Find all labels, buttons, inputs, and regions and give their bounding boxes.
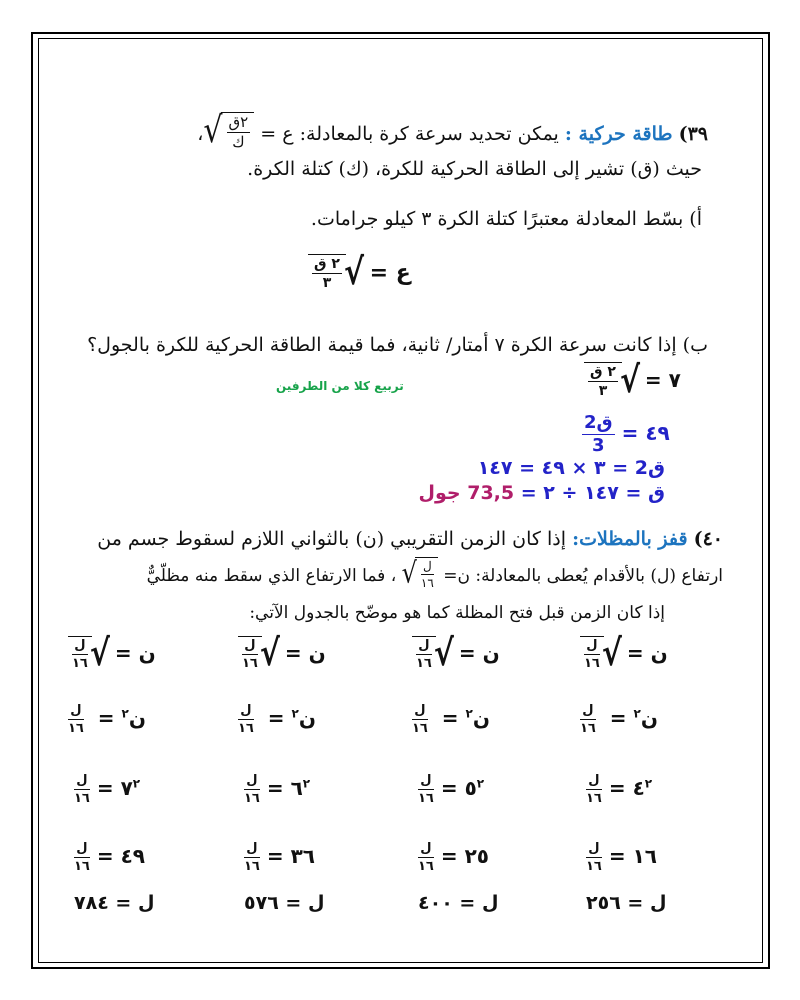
q39-step2-rhs: ٤٩ xyxy=(645,421,670,445)
q39-formula-denominator: ك xyxy=(232,133,245,151)
q40-line1 xyxy=(97,528,723,550)
q40-col-2-squared: $\frac{\text{ل}}{١٦}$ = ن$^٢$ xyxy=(238,703,316,736)
q39-step4-expression: ق = ١٤٧ ÷ ٢ = xyxy=(520,482,665,504)
q39-part-a: أ) بسّط المعادلة معتبرًا كتلة الكرة ٣ كيلو جرامات. xyxy=(310,208,702,230)
q40-col-1-value: $\frac{\text{ل}}{١٦}$ = ٢٥ xyxy=(418,841,489,874)
q40-col-0-formula: $\frac{\text{ل}}{١٦}$ √ = ن xyxy=(580,636,668,672)
l-numerator: ل xyxy=(76,841,88,856)
q39-note: تربيع كلا من الطرفين xyxy=(276,379,404,393)
q39-answer-a-numerator: ٢ ق xyxy=(314,256,340,272)
q39-step4-answer: 73,5 جول xyxy=(418,482,515,504)
q40-col-3-substitute: $\frac{\text{ل}}{١٦}$ = $٧^٢$ xyxy=(74,773,141,806)
q40-formula-numerator: ل xyxy=(423,559,432,573)
time-value: ٤ xyxy=(632,776,645,800)
l-numerator: ل xyxy=(420,773,432,788)
q40-col-1-result: ل = ٤٠٠ xyxy=(418,892,499,914)
l-numerator: ل xyxy=(588,841,600,856)
l-denominator: ١٦ xyxy=(416,656,432,671)
q39-step2-denominator: 3 xyxy=(592,435,605,456)
q39-title: طاقة حركية : xyxy=(564,123,673,145)
time-squared: ٤٩ xyxy=(120,844,145,868)
q40-col-2-result: ل = ٥٧٦ xyxy=(244,892,325,914)
q39-answer-a-lhs: ع xyxy=(395,260,411,286)
q39-intro: يمكن تحديد سرعة كرة بالمعادلة: ع = xyxy=(260,123,559,145)
q39-number: ٣٩) xyxy=(678,123,708,145)
l-denominator: ١٦ xyxy=(244,859,260,874)
q40-col-2-substitute: $\frac{\text{ل}}{١٦}$ = $٦^٢$ xyxy=(244,773,311,806)
l-numerator: ل xyxy=(582,703,594,718)
var-n: ن xyxy=(308,641,326,665)
var-n: ن xyxy=(128,706,146,730)
l-numerator: ل xyxy=(414,703,426,718)
q39-step1-lhs: ٧ xyxy=(668,368,681,392)
l-denominator: ١٦ xyxy=(238,721,254,736)
l-denominator: ١٦ xyxy=(68,721,84,736)
q40-formula-denominator: ١٦ xyxy=(420,576,434,590)
time-value: ٧ xyxy=(120,776,133,800)
q39-line1: ٣٩) طاقة حركية : يمكن تحديد سرعة كرة بالمعادلة: ع = √ $\frac{\text{٢ق}}{\text{ك}}$ ، xyxy=(197,109,708,152)
l-numerator: ل xyxy=(588,773,600,788)
q39-answer-a-denominator: ٣ xyxy=(322,275,332,291)
q39-step4 xyxy=(419,482,665,504)
l-denominator: ١٦ xyxy=(242,656,258,671)
var-n: ن xyxy=(298,706,316,730)
var-n: ن xyxy=(482,641,500,665)
l-denominator: ١٦ xyxy=(74,791,90,806)
q39-step1-numerator: ٢ ق xyxy=(590,364,616,380)
q39-step3: ق2 = ٣ × ٤٩ = ١٤٧ xyxy=(477,457,665,479)
l-denominator: ١٦ xyxy=(418,859,434,874)
q40-line3: إذا كان الزمن قبل فتح المظلة كما هو موضّح بالجدول الآتي: xyxy=(249,603,665,623)
q39-answer-a: $\frac{\text{٢ ق}}{٣}$ √ = ع xyxy=(308,254,411,292)
time-squared: ١٦ xyxy=(632,844,657,868)
l-denominator: ١٦ xyxy=(586,859,602,874)
l-numerator: ل xyxy=(74,638,86,653)
q39-formula-numerator: ٢ق xyxy=(228,113,249,131)
q40-col-2-value: $\frac{\text{ل}}{١٦}$ = ٣٦ xyxy=(244,841,315,874)
q40-col-1-squared: $\frac{\text{ل}}{١٦}$ = ن$^٢$ xyxy=(412,703,490,736)
time-value: ٦ xyxy=(290,776,303,800)
q40-col-3-squared: $\frac{\text{ل}}{١٦}$ = ن$^٢$ xyxy=(68,703,146,736)
q40-line2: ارتفاع (ل) بالأقدام يُعطى بالمعادلة: ن= √ $\frac{\text{ل}}{١٦}$ ، فما الارتفاع الذي سقط منه مظلّيٌّ xyxy=(146,556,723,590)
l-denominator: ١٦ xyxy=(244,791,260,806)
q40-col-1-substitute: $\frac{\text{ل}}{١٦}$ = $٥^٢$ xyxy=(418,773,485,806)
l-numerator: ل xyxy=(418,638,430,653)
l-denominator: ١٦ xyxy=(418,791,434,806)
q40-col-0-substitute: $\frac{\text{ل}}{١٦}$ = $٤^٢$ xyxy=(586,773,653,806)
q39-step2: $\frac{\text{ق2}}{3}$ = ٤٩ xyxy=(584,412,670,456)
q40-line2-end: ، فما الارتفاع الذي سقط منه مظلّيٌّ xyxy=(146,566,397,586)
l-numerator: ل xyxy=(70,703,82,718)
l-numerator: ل xyxy=(420,841,432,856)
q39-step1: $\frac{\text{٢ ق}}{٣}$ √ = ٧ xyxy=(584,362,681,400)
q39-part-b: ب) إذا كانت سرعة الكرة ٧ أمتار/ ثانية، فما قيمة الطاقة الحركية للكرة بالجول؟ xyxy=(87,334,708,356)
q40-number: ٤٠) xyxy=(693,528,723,550)
q39-step1-denominator: ٣ xyxy=(598,383,608,399)
var-n: ن xyxy=(650,641,668,665)
var-n: ن xyxy=(640,706,658,730)
time-squared: ٣٦ xyxy=(290,844,315,868)
l-numerator: ل xyxy=(240,703,252,718)
q39-formula-radical: √ $\frac{\text{٢ق}}{\text{ك}}$ xyxy=(203,112,254,150)
q40-col-3-value: $\frac{\text{ل}}{١٦}$ = ٤٩ xyxy=(74,841,145,874)
l-denominator: ١٦ xyxy=(584,656,600,671)
var-n: ن xyxy=(472,706,490,730)
l-denominator: ١٦ xyxy=(580,721,596,736)
l-denominator: ١٦ xyxy=(72,656,88,671)
l-numerator: ل xyxy=(246,773,258,788)
l-denominator: ١٦ xyxy=(74,859,90,874)
time-squared: ٢٥ xyxy=(464,844,489,868)
l-numerator: ل xyxy=(76,773,88,788)
q40-intro: إذا كان الزمن التقريبي (ن) بالثواني اللازم لسقوط جسم من xyxy=(97,528,567,550)
l-denominator: ١٦ xyxy=(586,791,602,806)
q40-col-0-squared: $\frac{\text{ل}}{١٦}$ = ن$^٢$ xyxy=(580,703,658,736)
q39-step2-numerator: ق2 xyxy=(584,412,613,433)
var-n: ن xyxy=(138,641,156,665)
l-denominator: ١٦ xyxy=(412,721,428,736)
l-numerator: ل xyxy=(246,841,258,856)
l-numerator: ل xyxy=(586,638,598,653)
q40-col-3-result: ل = ٧٨٤ xyxy=(74,892,155,914)
q40-col-0-value: $\frac{\text{ل}}{١٦}$ = ١٦ xyxy=(586,841,657,874)
q40-col-2-formula: $\frac{\text{ل}}{١٦}$ √ = ن xyxy=(238,636,326,672)
q40-col-3-formula: $\frac{\text{ل}}{١٦}$ √ = ن xyxy=(68,636,156,672)
l-numerator: ل xyxy=(244,638,256,653)
q40-col-1-formula: $\frac{\text{ل}}{١٦}$ √ = ن xyxy=(412,636,500,672)
q40-title: قفز بالمظلات: xyxy=(572,528,688,550)
q40-line2-start: ارتفاع (ل) بالأقدام يُعطى بالمعادلة: ن= xyxy=(443,566,723,586)
q40-col-0-result: ل = ٢٥٦ xyxy=(586,892,667,914)
time-value: ٥ xyxy=(464,776,477,800)
q39-line2: حيث (ق) تشير إلى الطاقة الحركية للكرة، (ك) كتلة الكرة. xyxy=(247,158,702,180)
